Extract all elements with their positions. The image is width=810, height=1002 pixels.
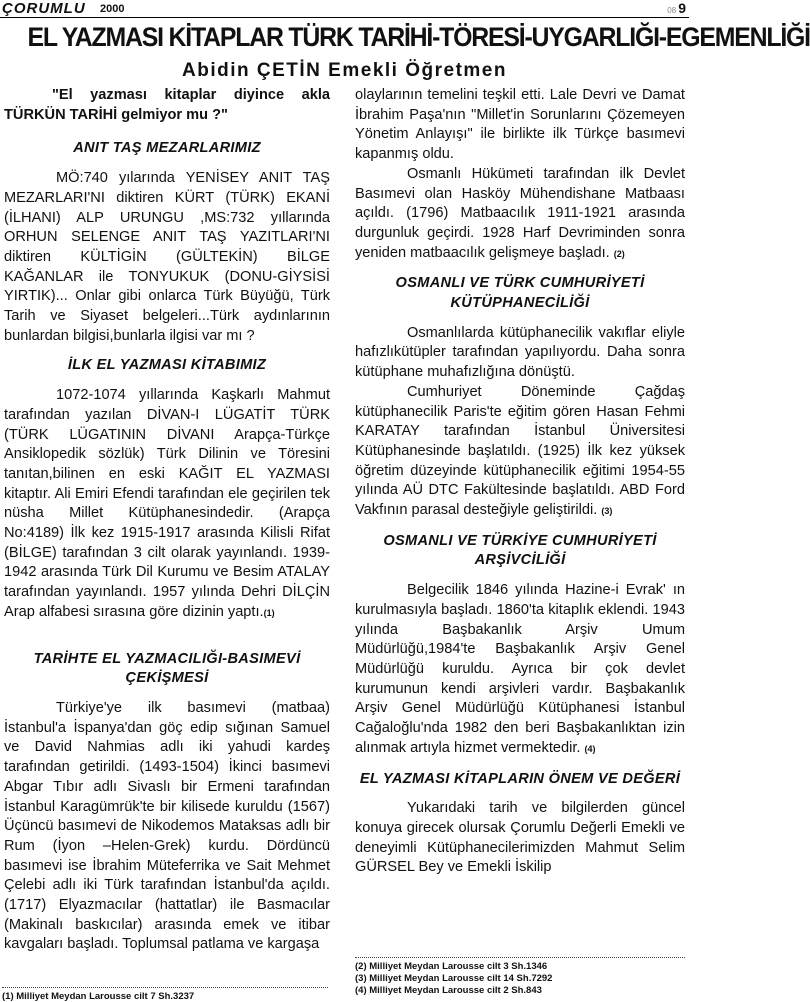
reference-mark: (3) xyxy=(601,506,613,517)
section-heading-basimevi: TARİHTE EL YAZMACILIĞI-BASIMEVİ ÇEKİŞMESİ xyxy=(33,650,301,687)
footnote-1: (1) Milliyet Meydan Larousse cilt 7 Sh.3237 xyxy=(2,991,195,1002)
masthead-rule xyxy=(0,17,689,18)
section-heading-arsivcilik: OSMANLI VE TÜRKİYE CUMHURİYETİ ARŞİVCİLİĞİ xyxy=(383,532,657,569)
reference-mark: (1) xyxy=(263,607,275,618)
paragraph-guncel-konu: Yukarıdaki tarih ve bilgilerden güncel konuya girecek olursak Çorumlu Değerli Emekli ve deneyimli Kütüphanecilerimizden Mahmut Selim GÜRSEL Bey ve Emekli İskilip xyxy=(355,800,685,876)
footnotes-left xyxy=(2,987,332,1002)
article-byline: Abidin ÇETİN Emekli Öğretmen xyxy=(182,60,507,81)
paragraph-divan: 1072-1074 yıllarında Kaşkarlı Mahmut tarafından yazılan DİVAN-I LÜGATİT TÜRK (TÜRK LÜGATININ DİVANI Arapça-Türkçe Ansiklopedik sözlük) Türk Dilinin ve Töresini tanıtan,bilinen en eski KAĞIT EL YAZMASI kitaptır. Ali Emiri Efendi tarafından ele geçirilen tek nüsha Millet Kütüphanesindedir. (Arapça No:4189) İlk kez 1915-1917 arasında Kilisli Rifat (BİLGE) tarafından 3 cilt olarak yayınlandı. 1939-1942 arasında Türk Dil Kurumu ve Besim ATALAY tarafından yayınlandı. 1957 yılında Dehri DİLÇİN Arap alfabesi sırasına göre dizinin yaptı.(1) xyxy=(4,387,330,620)
right-column xyxy=(355,86,685,878)
footnote-4: (4) Milliyet Meydan Larousse cilt 2 Sh.843 xyxy=(355,985,542,996)
footnote-divider xyxy=(2,987,328,988)
section-heading-kutuphanecilik: OSMANLI VE TÜRK CUMHURİYETİ KÜTÜPHANECİLİĞİ xyxy=(395,275,645,312)
paragraph-osmanli-kutuphane: Osmanlılarda kütüphanecilik vakıflar eliyle hafızlıkütüpler tarafından yapılıyordu. Daha sonra kütüphane muhafızlığına dönüştü. xyxy=(355,324,685,381)
page-number-main: 9 xyxy=(678,0,686,16)
footnote-2: (2) Milliyet Meydan Larousse cilt 3 Sh.1346 xyxy=(355,961,548,972)
paragraph-anit-tas: MÖ:740 yılarında YENİSEY ANIT TAŞ MEZARLARI'NI diktiren KÜRT (TÜRK) EKANİ (İLHANI) ALP URUNGU ,MS:732 yıllarında ORHUN SELENGE ANIT TAŞ YAZITLARI'NI diktiren KÜLTİGİN (GÜLTEKİN) BİLGE KAĞANLAR ile TONYUKUK (DONU-GİYSİSİ YIRTIK)... Onlar gibi onlarca Türk Büyüğü, Türk Tarih ve Siyaset belgeleri...Türk aydınlarının bunlardan bilgisi,bunlarla ilgisi var mı ? xyxy=(4,170,330,344)
footnotes-right xyxy=(355,957,685,997)
masthead xyxy=(0,0,689,18)
footnote-3: (3) Milliyet Meydan Larousse cilt 14 Sh.7292 xyxy=(355,973,553,984)
section-heading-anit-tas: ANIT TAŞ MEZARLARIMIZ xyxy=(73,140,261,157)
issue-year: 2000 xyxy=(100,3,125,15)
page-number xyxy=(667,0,686,16)
page-number-small: 08 xyxy=(667,6,677,15)
paragraph-devlet-basimevi: Osmanlı Hükümeti tarafından ilk Devlet Basımevi olan Hasköy Mühendishane Matbaası açıldı. (1796) Matbaacılık 1911-1921 arasında durgunluk geçirdi. 1928 Harf Devriminden sonra yeniden matbaacılık gelişmeye başladı. (2) xyxy=(355,165,685,261)
opening-quote: "El yazması kitaplar diyince akla TÜRKÜN TARİHİ gelmiyor mu ?" xyxy=(4,87,330,123)
paragraph-basimevi: Türkiye'ye ilk basımevi (matbaa) İstanbul'a İspanya'dan göç edip sığınan Samuel ve David Nahmias adlı iki yahudi kardeş tarafından getirildi. (1493-1504) İkinci basımevi Abgar Tıbır adlı Sivaslı bir Ermeni tarafından İstanbul Karagümrük'te bir kilisede kuruldu (1567) Üçüncü basımevi de Nikodemos Mataksas adlı bir Rum (İyon –Helen-Grek) kurdu. Dördüncü basımevi ise İbrahim Müteferrika ve Sait Mehmet Çelebi adlı iki Türk tarafından İstanbul'da açıldı. (1717) Elyazmacılar (hattatlar) ile Basmacılar (Makinalı baskıcılar) arasında emek ve itibar kavgaları başladı. Toplumsal patlama ve kargaşa xyxy=(4,699,330,953)
article-title: EL YAZMASI KİTAPLAR TÜRK TARİHİ-TÖRESİ-UYGARLIĞI-EGEMENLİĞİ xyxy=(27,22,810,52)
paragraph-lale-devri: olaylarının temelini teşkil etti. Lale Devri ve Damat İbrahim Paşa'nın "Millet'in Sorunlarını Çözemeyen Yönetim Anlayışı" ile birlikte ilk Türkçe basımevi kapanmış oldu. xyxy=(355,87,685,163)
paragraph-arsivcilik: Belgecilik 1846 yılında Hazine-i Evrak' ın kurulmasıyla başladı. 1860'ta kitaplık eklendi. 1943 yılında Başbakanlık Arşiv Umum Müdürlüğü,1984'te Başbakanlık Arşiv Genel Müdürlüğü kuruldu. Ayrıca bir çok devlet kurumunun kendi arşivleri vardır. Başbakanlık Arşiv Genel Müdürlüğü Kütüphanesi İstanbul Cağaloğlu'nda 1982 den beri Başbakanlıktan izin alınmak artıyla hizmet vermektedir. (4) xyxy=(355,582,685,756)
left-column xyxy=(4,86,330,955)
reference-mark: (2) xyxy=(613,248,625,259)
section-heading-onem-deger: EL YAZMASI KİTAPLARIN ÖNEM VE DEĞERİ xyxy=(359,770,681,787)
newspaper-logo: ÇORUMLU xyxy=(2,0,86,17)
reference-mark: (4) xyxy=(584,743,596,754)
section-heading-ilk-el-yazmasi: İLK EL YAZMASI KİTABIMIZ xyxy=(67,357,267,374)
paragraph-cumhuriyet-kutuphane: Cumhuriyet Döneminde Çağdaş kütüphanecilik Paris'te eğitim gören Hasan Fehmi KARATAY tarafından İstanbul Üniversitesi Kütüphanesinde başlatıldı. (1925) İlk kez yüksek öğretim düzeyinde kütüphanecilik eğitimi 1954-55 yılında AÜ DTC Fakültesinde başlatıldı. ABD Ford Vakfının parasal desteğiyle geliştirildi. (3) xyxy=(355,383,685,519)
footnote-divider xyxy=(355,957,685,958)
